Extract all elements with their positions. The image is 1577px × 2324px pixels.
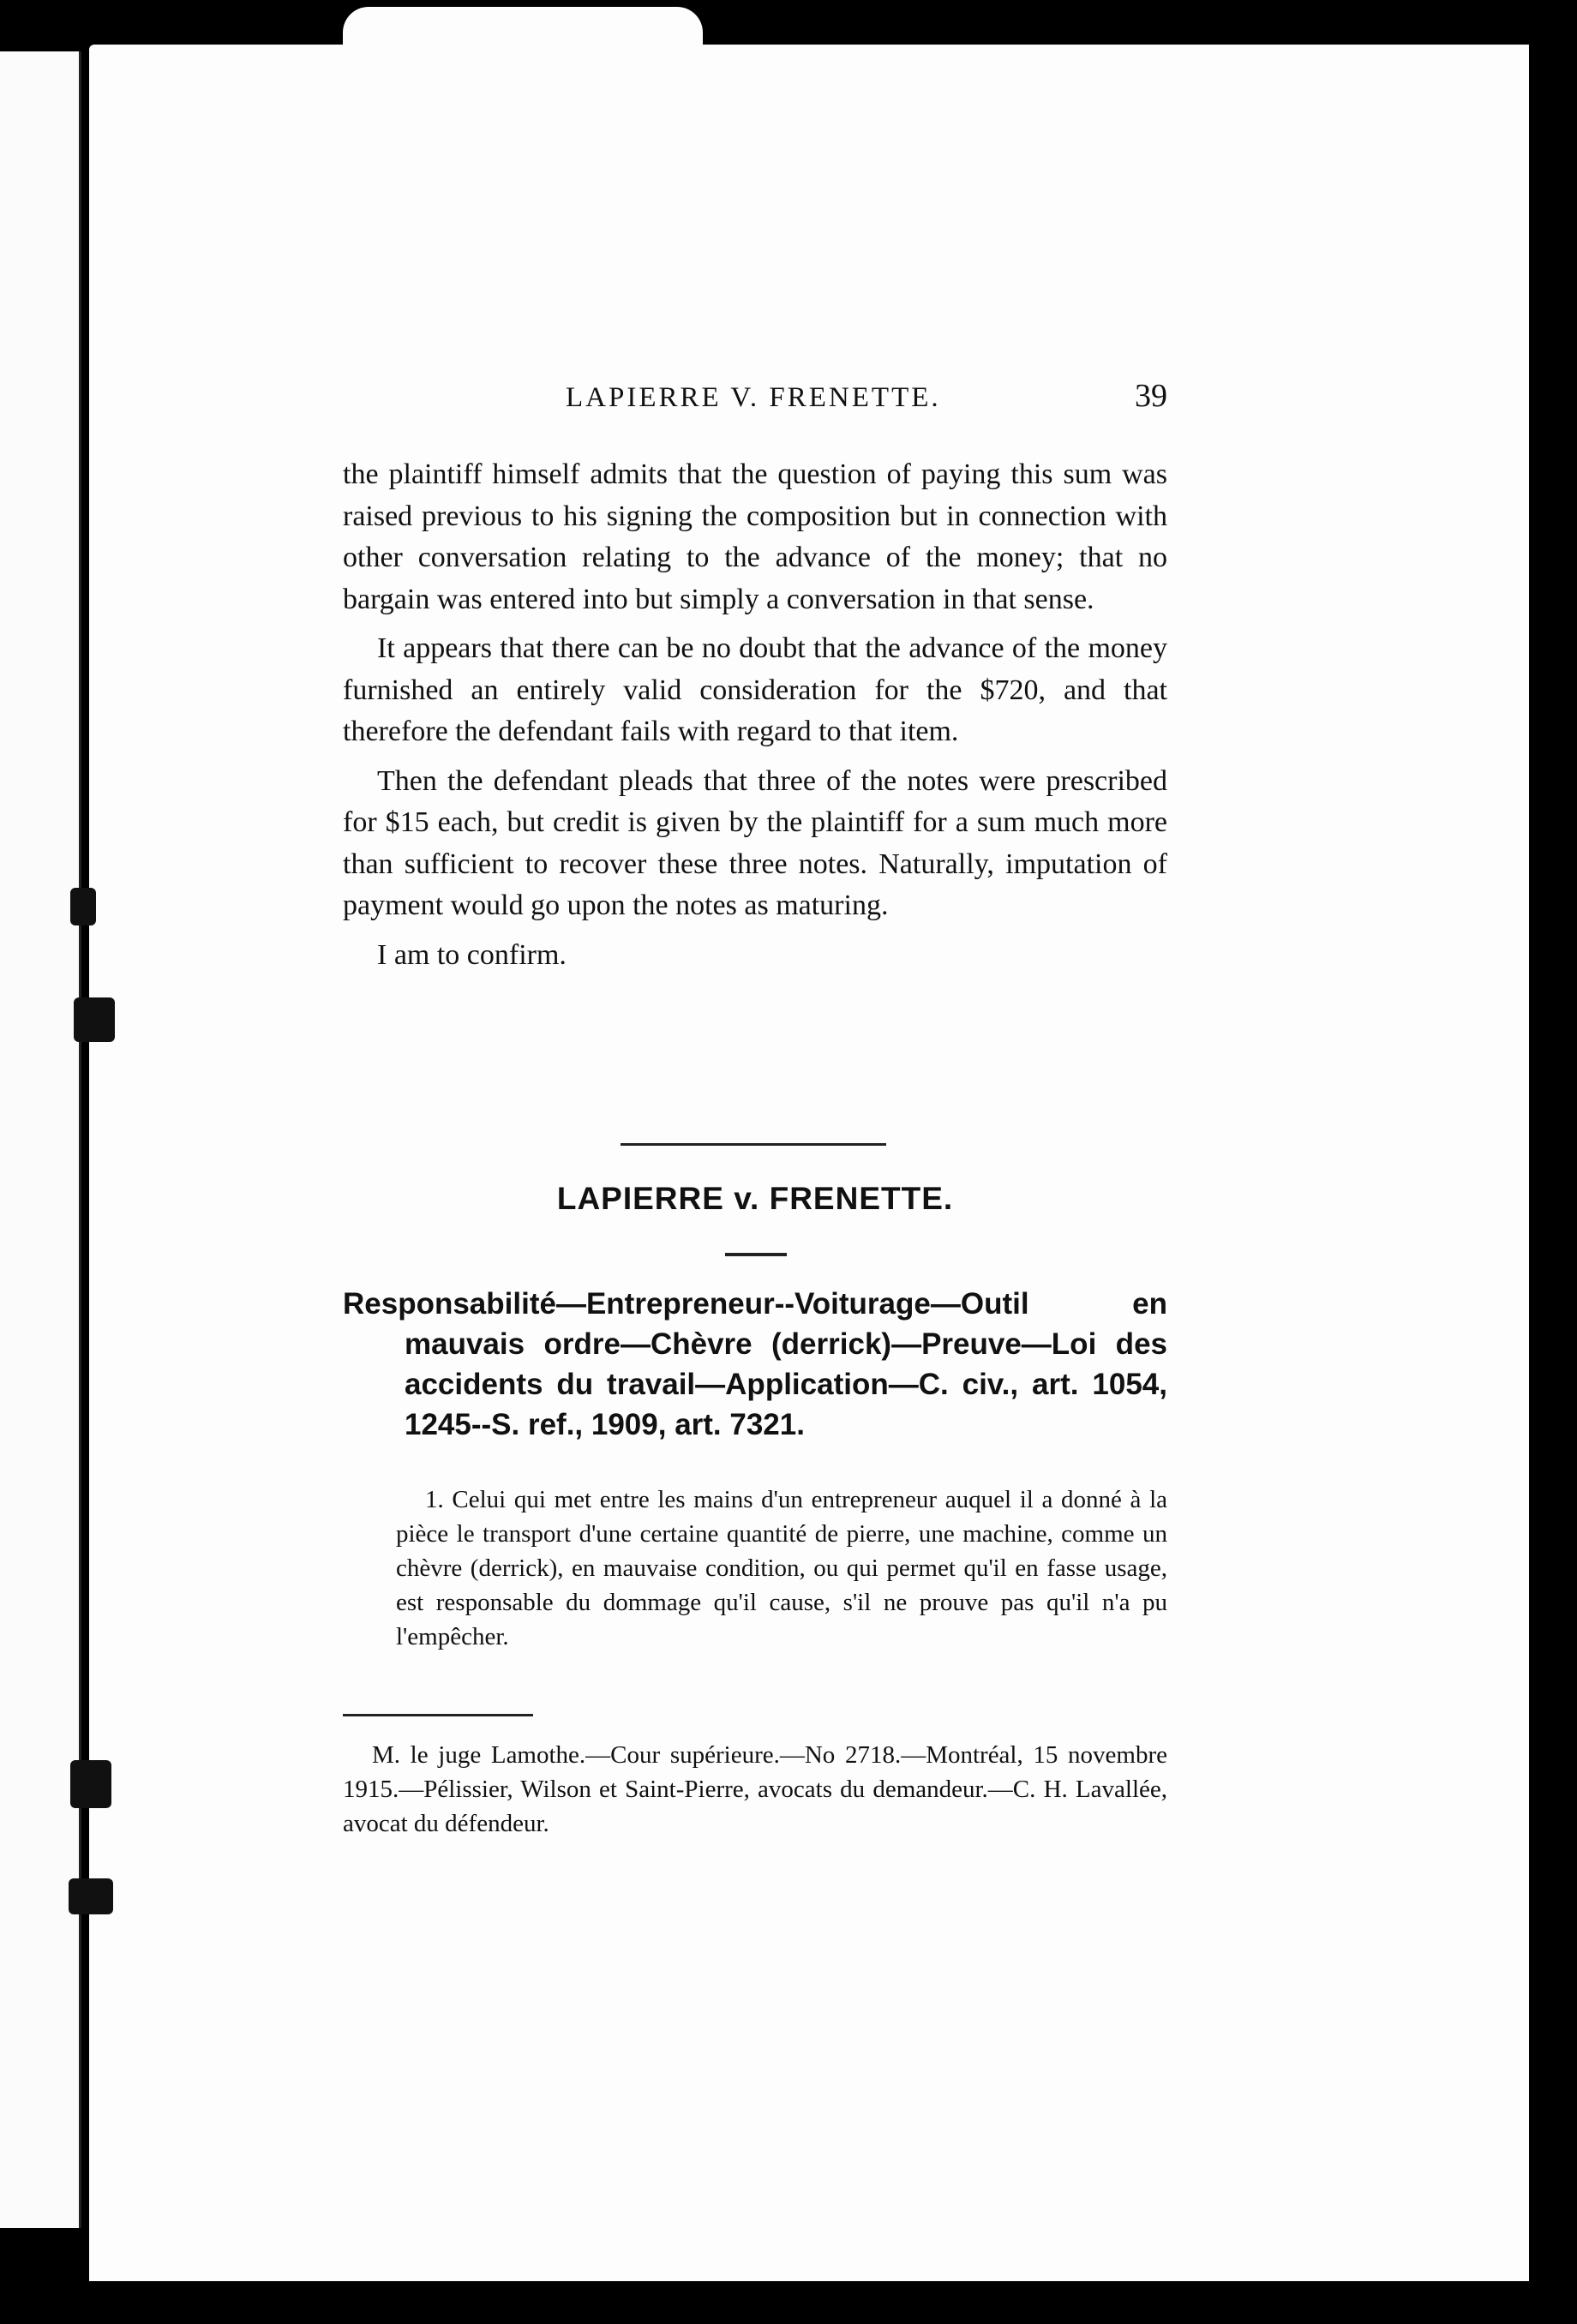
binding-mark [70,1760,111,1808]
binding-mark [69,1878,113,1914]
case-summary: 1. Celui qui met entre les mains d'un entrepreneur auquel il a donné à la pièce le transport d'une certaine quantité de pierre, une machine, comme un chèvre (derrick), en mauvaise condition, ou qui permet qu'il en fasse usage, est responsable du dommage qu'il cause, s'il ne prouve pas qu'il n'a pu l'empêcher. [396,1486,1167,1650]
footnote: M. le juge Lamothe.—Cour supérieure.—No 2718.—Montréal, 15 novembre 1915.—Pélissier, Wilson et Saint-Pierre, avocats du demandeur.—C. H. Lavallée, avocat du défendeur. [343,1741,1167,1837]
paragraph: It appears that there can be no doubt that the advance of the money furnished an entirely valid consideration for the $720, and that therefore the defendant fails with regard to that item. [343,632,1167,747]
footnote-rule [343,1714,533,1716]
paragraph: the plaintiff himself admits that the question of paying this sum was raised previous to his signing the composition but in connection with other conversation relating to the advance of the money; that no bargain was entered into but simply a conversation in that sense. [343,458,1167,615]
binding-mark [70,888,96,925]
page-sheet [89,45,1529,2281]
running-title: LAPIERRE V. FRENETTE. [566,382,941,413]
page-number: 39 [1135,378,1167,414]
binding-mark [74,997,115,1042]
page-top-tab [343,7,703,50]
title-rule [725,1253,787,1256]
paragraph: I am to confirm. [377,938,567,971]
headnote: Responsabilité—Entrepreneur--Voiturage—Outil en mauvais ordre—Chèvre (derrick)—Preuve—Loi des accidents du travail—Application—C. civ., art. 1054, 1245--S. ref., 1909, art. 7321. [343,1287,1167,1441]
running-head [254,378,1167,425]
case-title: LAPIERRE v. FRENETTE. [556,1181,954,1216]
body-text [343,454,1167,984]
section-divider [621,1143,886,1146]
paragraph: Then the defendant pleads that three of the notes were prescribed for $15 each, but credit is given by the plaintiff for a sum much more than sufficient to recover these three notes. Naturally, imputation of payment would go upon the notes as maturing. [343,764,1167,921]
